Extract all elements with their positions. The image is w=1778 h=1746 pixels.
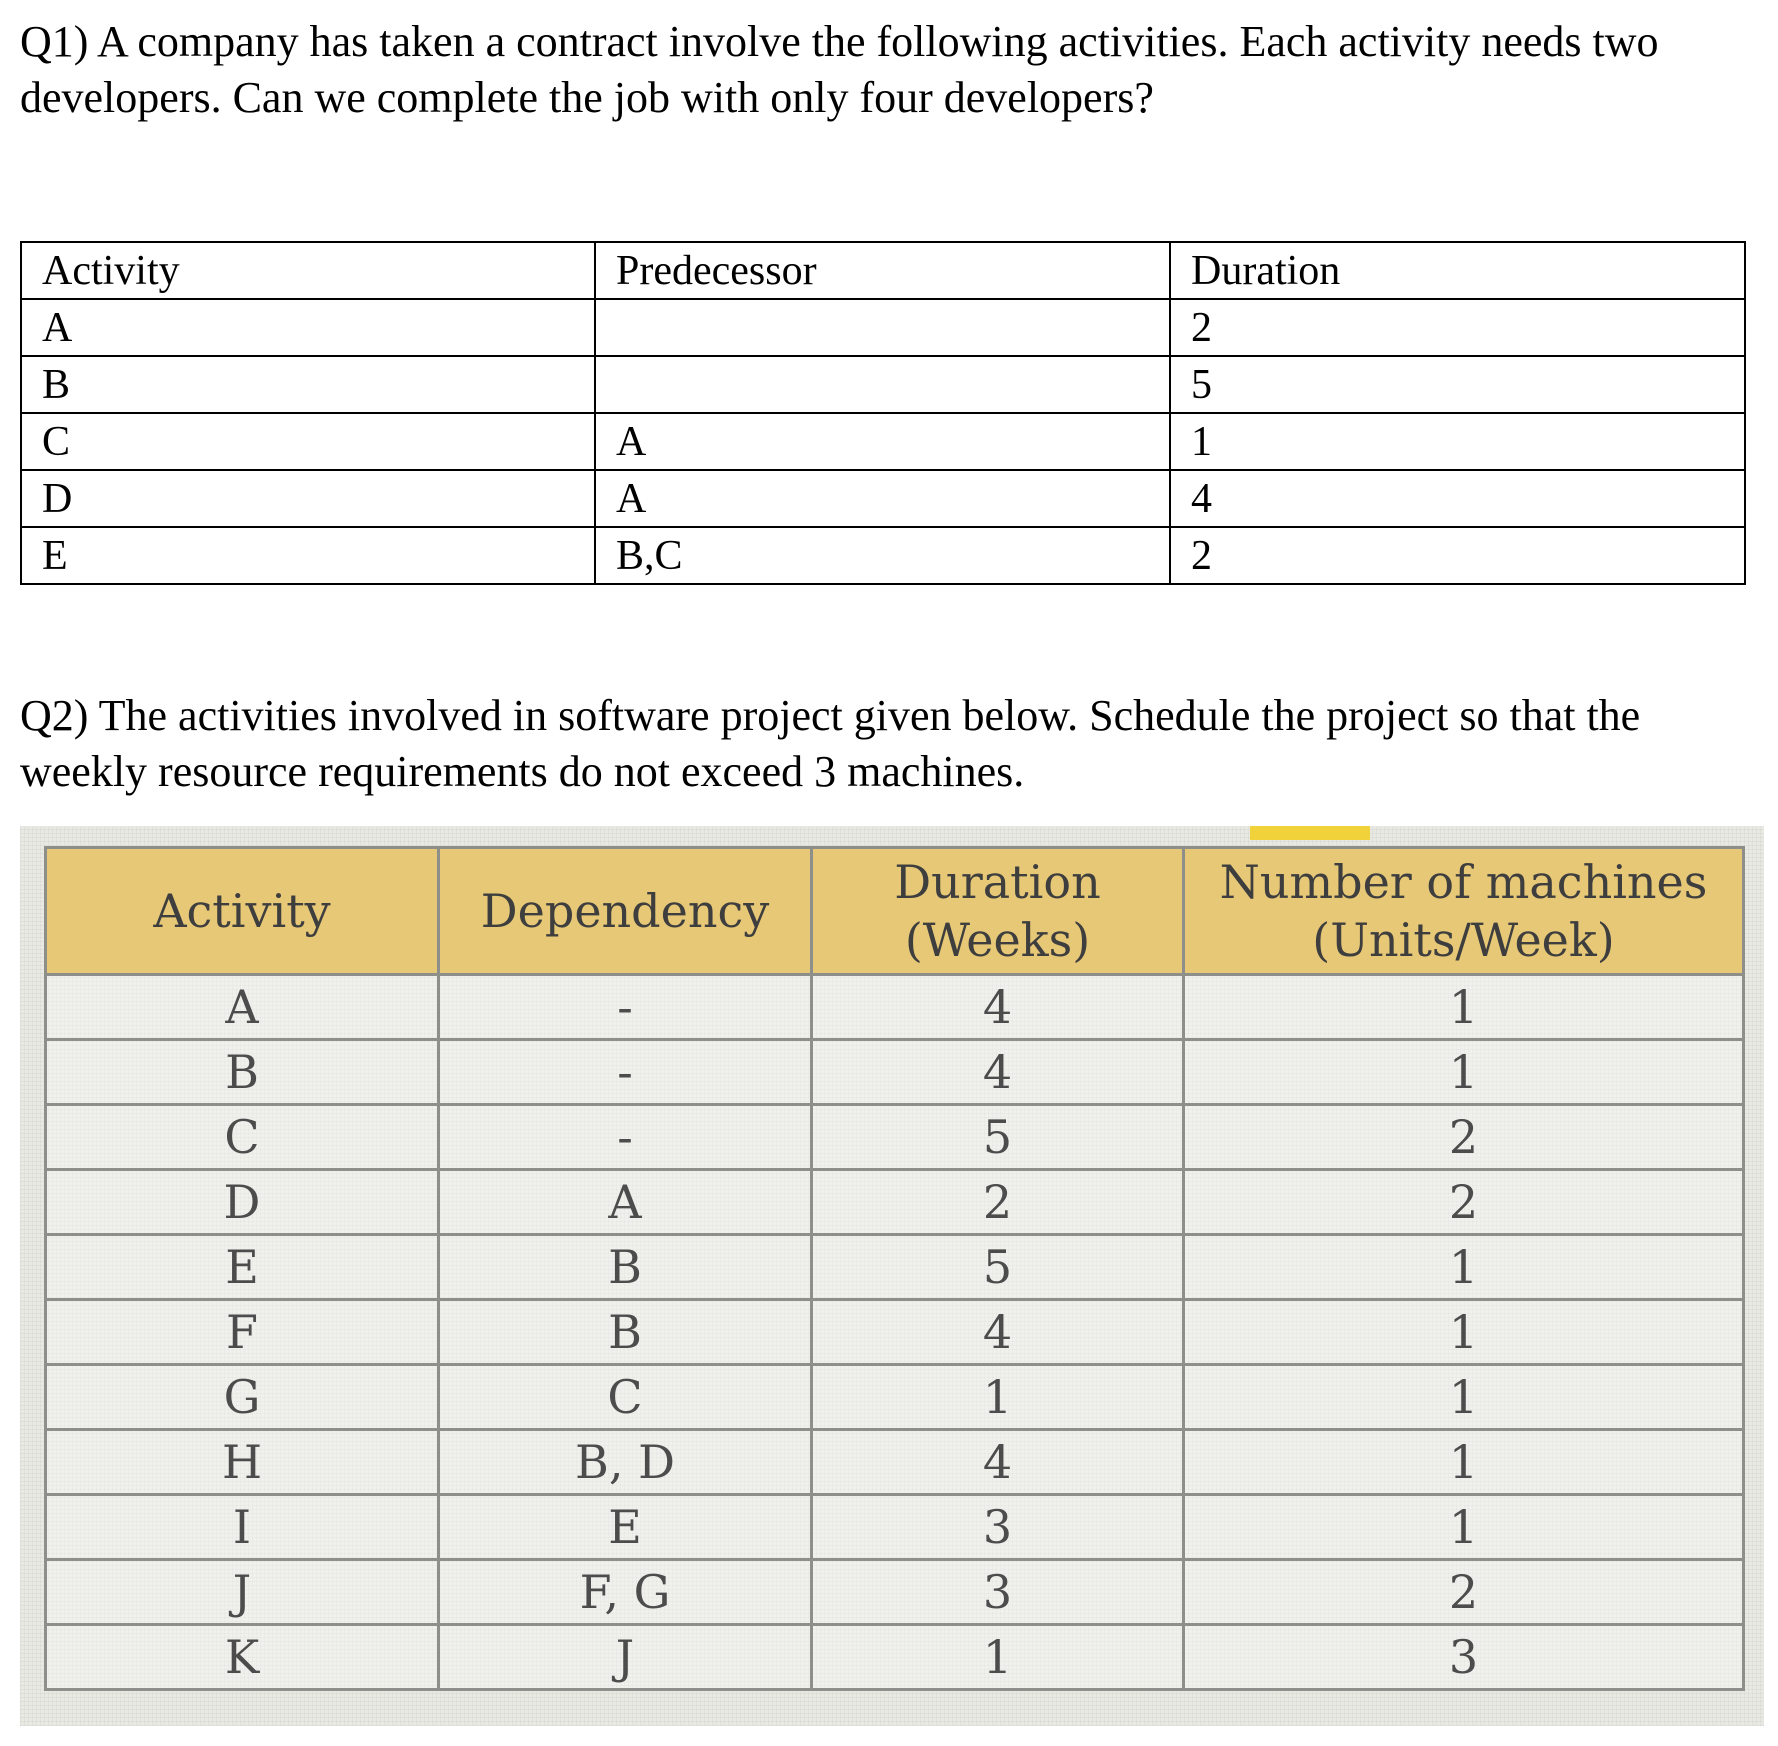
table-row [46,1560,1744,1625]
highlight-mark [1250,826,1370,840]
cell-activity: B [21,356,595,413]
cell-activity: I [46,1495,439,1560]
cell-machines: 1 [1184,1430,1744,1495]
cell-activity: B [46,1040,439,1105]
table-row [46,1040,1744,1105]
cell-activity: A [46,975,439,1040]
table-row [46,1300,1744,1365]
cell-duration: 4 [812,1430,1184,1495]
table-row [46,1625,1744,1690]
cell-predecessor: A [595,413,1170,470]
cell-dependency: C [439,1365,812,1430]
cell-dependency: E [439,1495,812,1560]
cell-activity: D [21,470,595,527]
cell-activity: E [21,527,595,584]
cell-dependency: A [439,1170,812,1235]
cell-activity: K [46,1625,439,1690]
table-row [21,299,1745,356]
cell-machines: 1 [1184,1040,1744,1105]
cell-dependency: B [439,1235,812,1300]
q2-line-1: Q2) The activities involved in software project given below. Schedule the project so that the [20,691,1641,740]
activity-dependency-machines-table [44,846,1745,1691]
cell-duration: 2 [1170,527,1745,584]
table-row [46,975,1744,1040]
cell-machines: 3 [1184,1625,1744,1690]
table-header-row [46,848,1744,975]
header-duration-line-2: (Weeks) [904,913,1091,967]
table-row [46,1495,1744,1560]
cell-duration: 4 [1170,470,1745,527]
q2-line-2: weekly resource requirements do not exceed 3 machines. [20,747,1025,796]
table-row [21,356,1745,413]
table-row [21,413,1745,470]
machines-table-photo [20,826,1764,1726]
activity-predecessor-table [20,241,1746,585]
cell-activity: A [21,299,595,356]
cell-duration: 3 [812,1495,1184,1560]
table-header-row [21,242,1745,299]
table-row [21,527,1745,584]
cell-predecessor [595,299,1170,356]
q2-question-text [20,688,1740,800]
cell-machines: 1 [1184,975,1744,1040]
table-row [46,1365,1744,1430]
cell-predecessor: A [595,470,1170,527]
cell-activity: J [46,1560,439,1625]
header-activity: Activity [21,242,595,299]
cell-machines: 1 [1184,1495,1744,1560]
table-row [46,1170,1744,1235]
header-duration [812,848,1184,975]
cell-machines: 2 [1184,1105,1744,1170]
cell-activity: E [46,1235,439,1300]
cell-activity: D [46,1170,439,1235]
cell-duration: 2 [1170,299,1745,356]
cell-machines: 2 [1184,1560,1744,1625]
q1-question-text [20,14,1740,126]
header-duration: Duration [1170,242,1745,299]
cell-duration: 1 [812,1625,1184,1690]
header-duration-line-1: Duration [894,855,1101,909]
cell-duration: 4 [812,1040,1184,1105]
cell-activity: H [46,1430,439,1495]
q1-line-1: Q1) A company has taken a contract involve the following activities. Each activity needs two [20,17,1659,66]
cell-predecessor [595,356,1170,413]
cell-machines: 2 [1184,1170,1744,1235]
cell-duration: 4 [812,1300,1184,1365]
header-predecessor: Predecessor [595,242,1170,299]
cell-duration: 1 [812,1365,1184,1430]
cell-dependency: - [439,975,812,1040]
table-row [46,1430,1744,1495]
cell-machines: 1 [1184,1235,1744,1300]
q1-line-2: developers. Can we complete the job with only four developers? [20,73,1154,122]
cell-dependency: J [439,1625,812,1690]
table-row [46,1235,1744,1300]
header-dependency: Dependency [439,848,812,975]
header-activity: Activity [46,848,439,975]
cell-duration: 5 [1170,356,1745,413]
table-row [21,470,1745,527]
cell-predecessor: B,C [595,527,1170,584]
cell-activity: G [46,1365,439,1430]
cell-machines: 1 [1184,1365,1744,1430]
cell-duration: 1 [1170,413,1745,470]
cell-activity: C [46,1105,439,1170]
cell-duration: 4 [812,975,1184,1040]
cell-dependency: - [439,1040,812,1105]
cell-dependency: B, D [439,1430,812,1495]
cell-dependency: - [439,1105,812,1170]
cell-duration: 5 [812,1235,1184,1300]
cell-duration: 2 [812,1170,1184,1235]
cell-duration: 5 [812,1105,1184,1170]
header-machines [1184,848,1744,975]
cell-activity: C [21,413,595,470]
cell-activity: F [46,1300,439,1365]
header-machines-line-1: Number of machines [1219,855,1708,909]
cell-machines: 1 [1184,1300,1744,1365]
cell-duration: 3 [812,1560,1184,1625]
cell-dependency: B [439,1300,812,1365]
cell-dependency: F, G [439,1560,812,1625]
header-machines-line-2: (Units/Week) [1312,913,1615,967]
table-row [46,1105,1744,1170]
